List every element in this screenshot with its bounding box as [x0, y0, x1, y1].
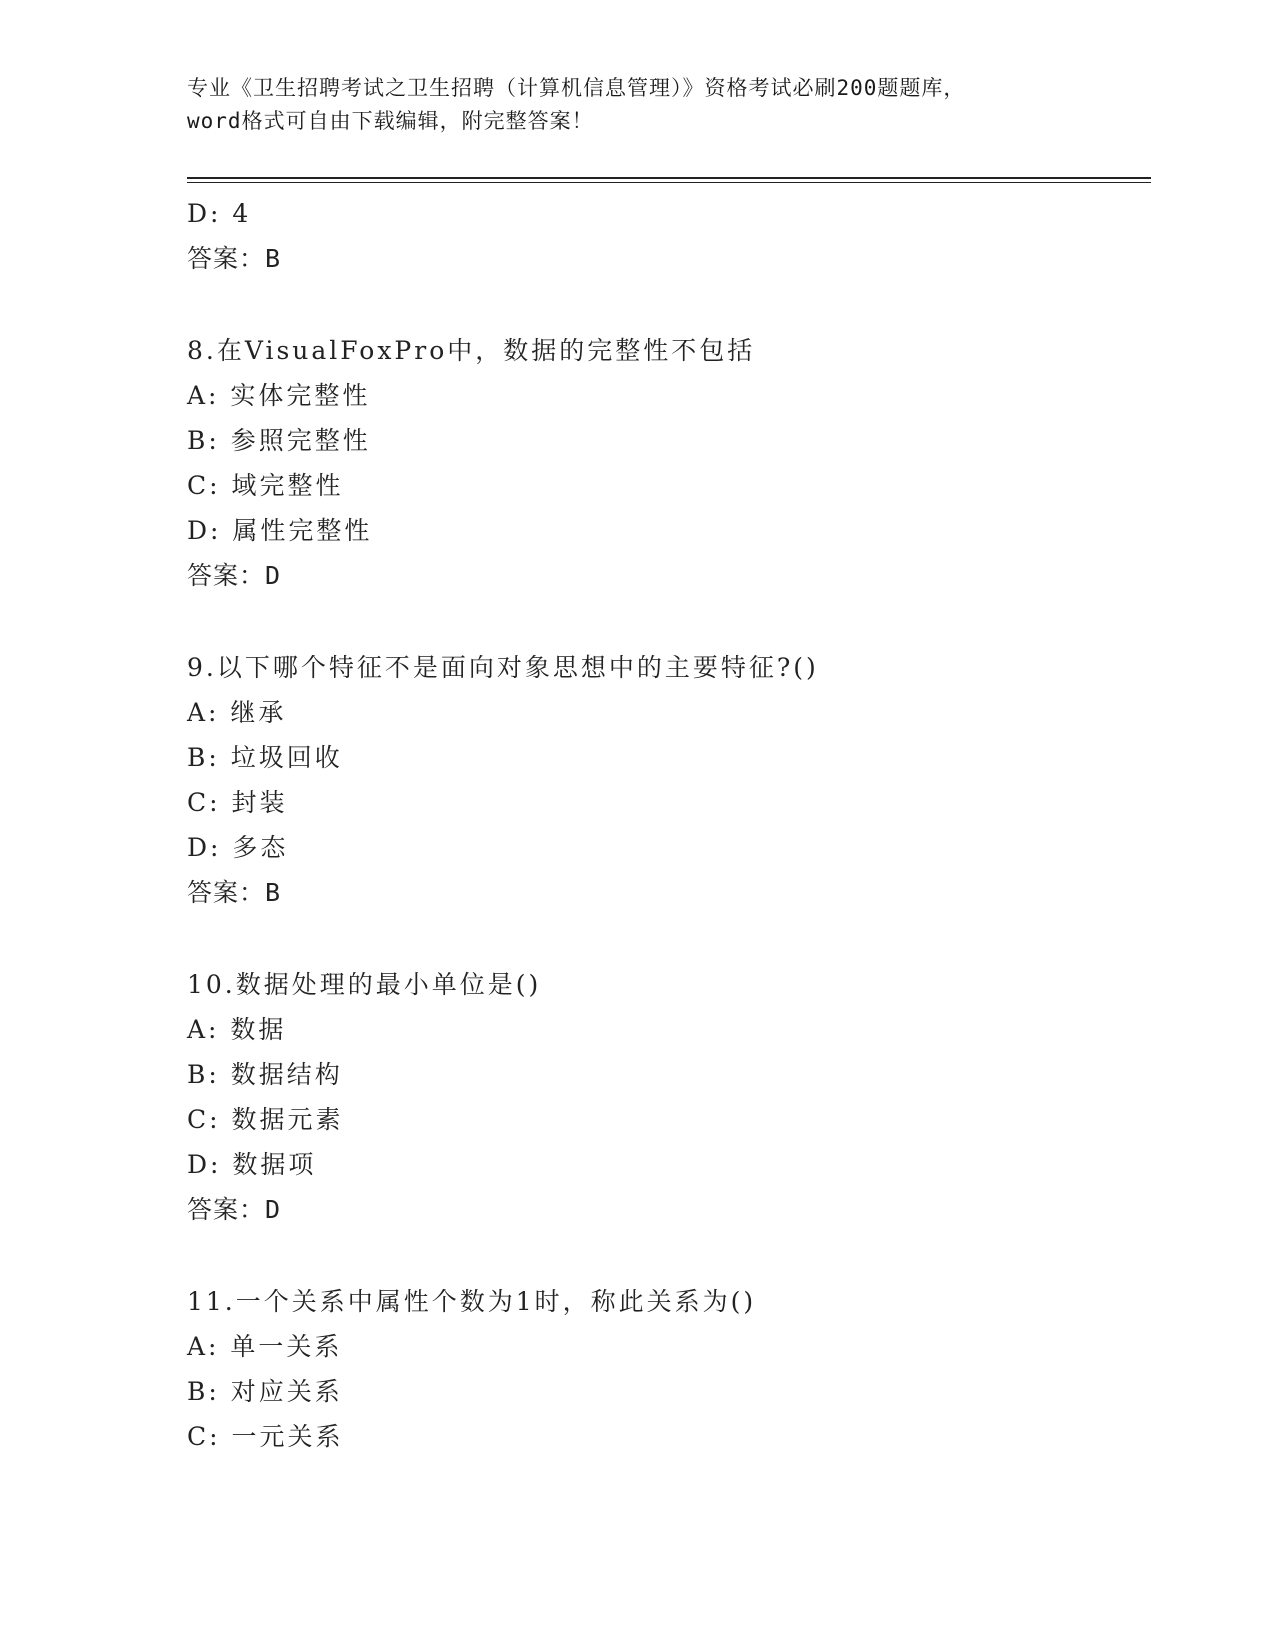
question-block-8	[187, 328, 1147, 598]
header-line-1: 专业《卫生招聘考试之卫生招聘（计算机信息管理）》资格考试必刷200题题库，	[187, 76, 966, 100]
question-block-10	[187, 962, 1147, 1232]
option-c: C: 封装	[187, 788, 288, 817]
option-b: B: 对应关系	[187, 1377, 343, 1406]
option-d: D: 4	[187, 199, 252, 228]
option-a: A: 单一关系	[187, 1332, 343, 1361]
page-header	[187, 72, 1087, 138]
header-line-2: word格式可自由下载编辑，附完整答案！	[187, 109, 594, 133]
option-c: C: 域完整性	[187, 471, 344, 500]
question-block-9	[187, 645, 1147, 915]
option-b: B: 垃圾回收	[187, 743, 343, 772]
option-a: A: 继承	[187, 698, 287, 727]
answer: 答案：B	[187, 878, 282, 907]
option-a: A: 实体完整性	[187, 381, 371, 410]
question-text: 11.一个关系中属性个数为1时，称此关系为()	[187, 1287, 757, 1316]
question-text: 10.数据处理的最小单位是()	[187, 970, 542, 999]
option-b: B: 参照完整性	[187, 426, 371, 455]
question-list	[187, 191, 1147, 1459]
option-d: D: 属性完整性	[187, 516, 373, 545]
answer: 答案：D	[187, 1195, 282, 1224]
option-d: D: 数据项	[187, 1150, 317, 1179]
question-text: 9.以下哪个特征不是面向对象思想中的主要特征?()	[187, 653, 819, 682]
option-b: B: 数据结构	[187, 1060, 343, 1089]
question-block-7-tail	[187, 191, 1147, 281]
option-a: A: 数据	[187, 1015, 287, 1044]
answer: 答案：B	[187, 244, 282, 273]
header-rule	[187, 177, 1151, 183]
question-block-11	[187, 1279, 1147, 1459]
option-c: C: 数据元素	[187, 1105, 344, 1134]
answer: 答案：D	[187, 561, 282, 590]
question-text: 8.在VisualFoxPro中，数据的完整性不包括	[187, 336, 756, 365]
option-c: C: 一元关系	[187, 1422, 344, 1451]
option-d: D: 多态	[187, 833, 289, 862]
